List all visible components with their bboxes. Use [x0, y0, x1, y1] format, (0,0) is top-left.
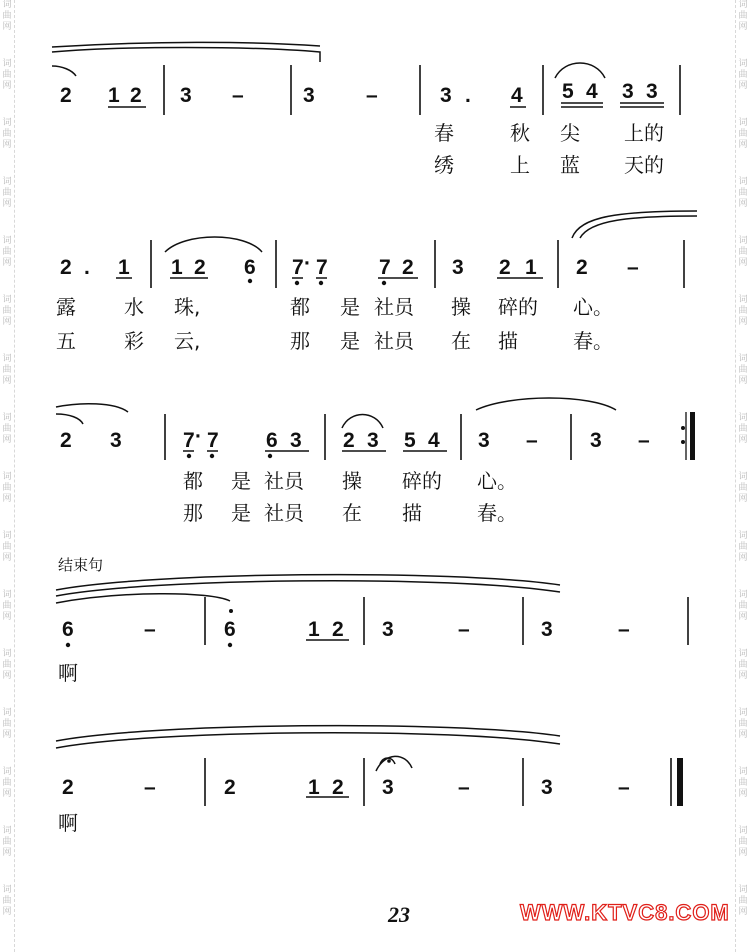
watermark-char: 曲 — [738, 129, 748, 139]
watermark-char: 网 — [738, 494, 748, 504]
note: 2 — [130, 84, 142, 107]
watermark-char: 曲 — [2, 778, 12, 788]
slur — [56, 581, 560, 596]
watermark-char: 曲 — [738, 719, 748, 729]
note: 3 — [590, 429, 602, 452]
dash: – — [627, 256, 639, 279]
watermark-char: 曲 — [2, 424, 12, 434]
note: 2 — [499, 256, 511, 279]
lyric: 天的 — [624, 153, 664, 177]
note: 6 — [224, 618, 236, 641]
watermark-char: 词 — [738, 649, 748, 659]
slur — [555, 63, 605, 78]
dash: – — [618, 618, 630, 641]
lyric: 是 — [231, 469, 251, 493]
note: 2 — [343, 429, 355, 452]
watermark-char: 词 — [2, 708, 12, 718]
octave-dot — [210, 454, 214, 458]
dash: – — [458, 776, 470, 799]
watermark-char: 曲 — [2, 365, 12, 375]
watermark-char: 词 — [738, 413, 748, 423]
note: 3 — [382, 618, 394, 641]
watermark-char: 曲 — [738, 896, 748, 906]
lyric: 尖 — [560, 121, 580, 145]
watermark-char: 曲 — [2, 247, 12, 257]
note: 2 — [60, 84, 72, 107]
note: 1 — [308, 776, 320, 799]
octave-dot — [387, 759, 391, 763]
note: 1 — [525, 256, 537, 279]
dash: – — [638, 429, 650, 452]
lyric: 春 — [434, 121, 454, 145]
lyric: 社员 — [264, 469, 304, 493]
octave-dot — [228, 643, 232, 647]
watermark-char: 词 — [738, 472, 748, 482]
watermark-char: 词 — [738, 354, 748, 364]
slur — [56, 414, 83, 424]
watermark-char: 网 — [2, 553, 12, 563]
watermark-char: 曲 — [738, 837, 748, 847]
lyric: 水 — [124, 295, 144, 319]
watermark-char: 曲 — [738, 11, 748, 21]
lyric: 社员 — [374, 295, 414, 319]
watermark-char: 网 — [738, 553, 748, 563]
watermark-char: 网 — [738, 81, 748, 91]
lyric: 珠, — [174, 295, 201, 319]
watermark-char: 网 — [738, 258, 748, 268]
watermark-char: 词 — [2, 354, 12, 364]
repeat-dot — [681, 426, 685, 430]
lyric: 描 — [498, 329, 518, 353]
section-label: 结束句 — [58, 556, 104, 574]
watermark-char: 曲 — [738, 601, 748, 611]
lyric: 蓝 — [560, 153, 580, 177]
note: 2 — [60, 256, 72, 279]
slur — [56, 404, 128, 412]
octave-dot — [229, 609, 233, 613]
octave-dot — [382, 281, 386, 285]
watermark-char: 词 — [738, 177, 748, 187]
watermark-char: 曲 — [738, 70, 748, 80]
note: 6 — [266, 429, 278, 452]
watermark-char: 曲 — [2, 660, 12, 670]
watermark-char: 曲 — [738, 365, 748, 375]
watermark-char: 词 — [738, 531, 748, 541]
page-number: 23 — [388, 902, 410, 927]
note: 7 — [316, 256, 328, 279]
watermark-char: 曲 — [738, 188, 748, 198]
watermark-char: 曲 — [2, 896, 12, 906]
note: 7 — [379, 256, 391, 279]
lyric: 啊 — [58, 811, 78, 835]
note: 2 — [60, 429, 72, 452]
watermark-char: 曲 — [2, 129, 12, 139]
octave-dot — [319, 281, 323, 285]
note: 1 — [308, 618, 320, 641]
lyric: 春。 — [573, 329, 613, 353]
repeat-dot — [681, 440, 685, 444]
lyric: 是 — [340, 329, 360, 353]
watermark-char: 网 — [2, 81, 12, 91]
note: 4 — [511, 84, 523, 107]
final-bar — [677, 758, 683, 806]
dash: – — [526, 429, 538, 452]
note: 2 — [332, 776, 344, 799]
lyric: 操 — [342, 469, 362, 493]
lyric: 是 — [340, 295, 360, 319]
watermark-char: 网 — [738, 140, 748, 150]
note: 1 — [118, 256, 130, 279]
dot: . — [84, 256, 90, 279]
note: 5 — [404, 429, 416, 452]
watermark-char: 曲 — [738, 660, 748, 670]
watermark-char: 网 — [738, 671, 748, 681]
watermark-char: 词 — [2, 767, 12, 777]
lyric: 操 — [451, 295, 471, 319]
slur — [52, 48, 320, 63]
note: 1 — [171, 256, 183, 279]
octave-dot — [248, 279, 252, 283]
watermark-char: 网 — [738, 907, 748, 917]
watermark-char: 曲 — [2, 70, 12, 80]
watermark-char: 词 — [2, 826, 12, 836]
watermark-char: 词 — [2, 413, 12, 423]
dash: – — [366, 84, 378, 107]
note: 2 — [62, 776, 74, 799]
dash: – — [144, 776, 156, 799]
watermark-char: 曲 — [2, 542, 12, 552]
dash: – — [232, 84, 244, 107]
slur — [56, 594, 230, 603]
lyric: 春。 — [477, 501, 517, 525]
note: 2 — [332, 618, 344, 641]
watermark-char: 网 — [2, 317, 12, 327]
watermark-char: 网 — [738, 199, 748, 209]
note: 6 — [62, 618, 74, 641]
octave-dot — [268, 454, 272, 458]
watermark-char: 网 — [2, 789, 12, 799]
note: 3 — [290, 429, 302, 452]
lyric: 心。 — [477, 469, 517, 493]
note: 1 — [108, 84, 120, 107]
note: 3 — [622, 80, 634, 103]
lyric: 啊 — [58, 661, 78, 685]
watermark-char: 曲 — [738, 306, 748, 316]
watermark-char: 词 — [2, 0, 12, 10]
watermark-char: 网 — [738, 435, 748, 445]
watermark-char: 网 — [2, 671, 12, 681]
lyric: 碎的 — [498, 295, 538, 319]
watermark-char: 曲 — [2, 837, 12, 847]
watermark-char: 词 — [2, 59, 12, 69]
note: 4 — [428, 429, 440, 452]
watermark-char: 网 — [738, 376, 748, 386]
lyric: 是 — [231, 501, 251, 525]
note: 3 — [110, 429, 122, 452]
watermark-char: 词 — [2, 649, 12, 659]
lyric: 描 — [402, 501, 422, 525]
lyric: 绣 — [434, 153, 454, 177]
watermark-char: 网 — [2, 22, 12, 32]
dot: · — [195, 425, 202, 448]
dash: – — [144, 618, 156, 641]
note: 6 — [244, 256, 256, 279]
watermark-char: 词 — [738, 118, 748, 128]
note: 3 — [180, 84, 192, 107]
lyric: 上 — [510, 153, 530, 177]
octave-dot — [187, 454, 191, 458]
watermark-char: 网 — [2, 848, 12, 858]
note: 3 — [382, 776, 394, 799]
repeat-end-bar — [690, 412, 695, 460]
watermark-char: 曲 — [738, 424, 748, 434]
watermark-char: 曲 — [2, 601, 12, 611]
lyric: 都 — [290, 295, 310, 319]
note: 7 — [183, 429, 195, 452]
slur — [56, 733, 560, 748]
watermark-char: 曲 — [2, 188, 12, 198]
dash: – — [618, 776, 630, 799]
lyric: 彩 — [124, 329, 144, 353]
watermark-char: 词 — [2, 118, 12, 128]
watermark-char: 词 — [738, 236, 748, 246]
lyric: 碎的 — [402, 469, 442, 493]
watermark-char: 词 — [738, 885, 748, 895]
lyric: 在 — [451, 329, 471, 353]
watermark-char: 网 — [738, 848, 748, 858]
note: 3 — [367, 429, 379, 452]
slur — [165, 237, 262, 252]
watermark-char: 网 — [738, 789, 748, 799]
note: 3 — [303, 84, 315, 107]
note: 2 — [402, 256, 414, 279]
watermark-char: 网 — [738, 22, 748, 32]
note: 2 — [194, 256, 206, 279]
slur — [572, 211, 697, 238]
watermark-char: 词 — [738, 826, 748, 836]
watermark-char: 曲 — [738, 247, 748, 257]
watermark-char: 词 — [738, 59, 748, 69]
octave-dot — [66, 643, 70, 647]
watermark-char: 曲 — [738, 483, 748, 493]
lyric: 露 — [56, 295, 76, 319]
watermark-char: 词 — [2, 295, 12, 305]
note: 7 — [292, 256, 304, 279]
watermark-char: 曲 — [2, 719, 12, 729]
note: 7 — [207, 429, 219, 452]
slur — [52, 66, 76, 76]
lyric: 五 — [56, 329, 76, 353]
slur — [52, 42, 320, 47]
watermark-char: 曲 — [2, 306, 12, 316]
watermark-char: 曲 — [738, 542, 748, 552]
note: 3 — [646, 80, 658, 103]
watermark-char: 词 — [2, 590, 12, 600]
slur — [376, 756, 412, 771]
site-url: WWW.KTVC8.COM — [520, 900, 730, 925]
lyric: 都 — [183, 469, 203, 493]
watermark-char: 曲 — [738, 778, 748, 788]
watermark-char: 网 — [738, 612, 748, 622]
note: 5 — [562, 80, 574, 103]
watermark-char: 网 — [738, 730, 748, 740]
watermark-char: 词 — [738, 590, 748, 600]
watermark-char: 词 — [738, 0, 748, 10]
watermark-char: 网 — [2, 435, 12, 445]
dash: – — [458, 618, 470, 641]
watermark-char: 网 — [2, 907, 12, 917]
note: 3 — [452, 256, 464, 279]
note: 2 — [224, 776, 236, 799]
dot: . — [465, 84, 471, 107]
watermark-char: 曲 — [2, 11, 12, 21]
watermark-char: 词 — [2, 885, 12, 895]
dot: · — [304, 252, 311, 275]
watermark-char: 词 — [2, 177, 12, 187]
watermark-char: 网 — [2, 376, 12, 386]
note: 3 — [541, 776, 553, 799]
octave-dot — [295, 281, 299, 285]
watermark-char: 词 — [738, 708, 748, 718]
note: 3 — [440, 84, 452, 107]
watermark-char: 词 — [2, 236, 12, 246]
note: 3 — [541, 618, 553, 641]
lyric: 秋 — [510, 121, 530, 145]
lyric: 云, — [174, 329, 201, 353]
lyric: 那 — [183, 501, 203, 525]
watermark-char: 曲 — [2, 483, 12, 493]
lyric: 社员 — [264, 501, 304, 525]
lyric: 心。 — [573, 295, 613, 319]
note: 3 — [478, 429, 490, 452]
watermark-char: 词 — [2, 531, 12, 541]
watermark-char: 网 — [2, 199, 12, 209]
watermark-char: 词 — [738, 767, 748, 777]
watermark-char: 网 — [2, 140, 12, 150]
lyric: 那 — [290, 329, 310, 353]
slur — [476, 398, 616, 410]
watermark-char: 网 — [2, 494, 12, 504]
watermark-char: 网 — [2, 730, 12, 740]
watermark-char: 网 — [738, 317, 748, 327]
watermark-char: 网 — [2, 612, 12, 622]
lyric: 上的 — [624, 121, 664, 145]
slur — [342, 415, 383, 429]
note: 4 — [586, 80, 598, 103]
watermark-char: 词 — [2, 472, 12, 482]
lyric: 社员 — [374, 329, 414, 353]
lyric: 在 — [342, 501, 362, 525]
note: 2 — [576, 256, 588, 279]
watermark-char: 词 — [738, 295, 748, 305]
watermark-char: 网 — [2, 258, 12, 268]
